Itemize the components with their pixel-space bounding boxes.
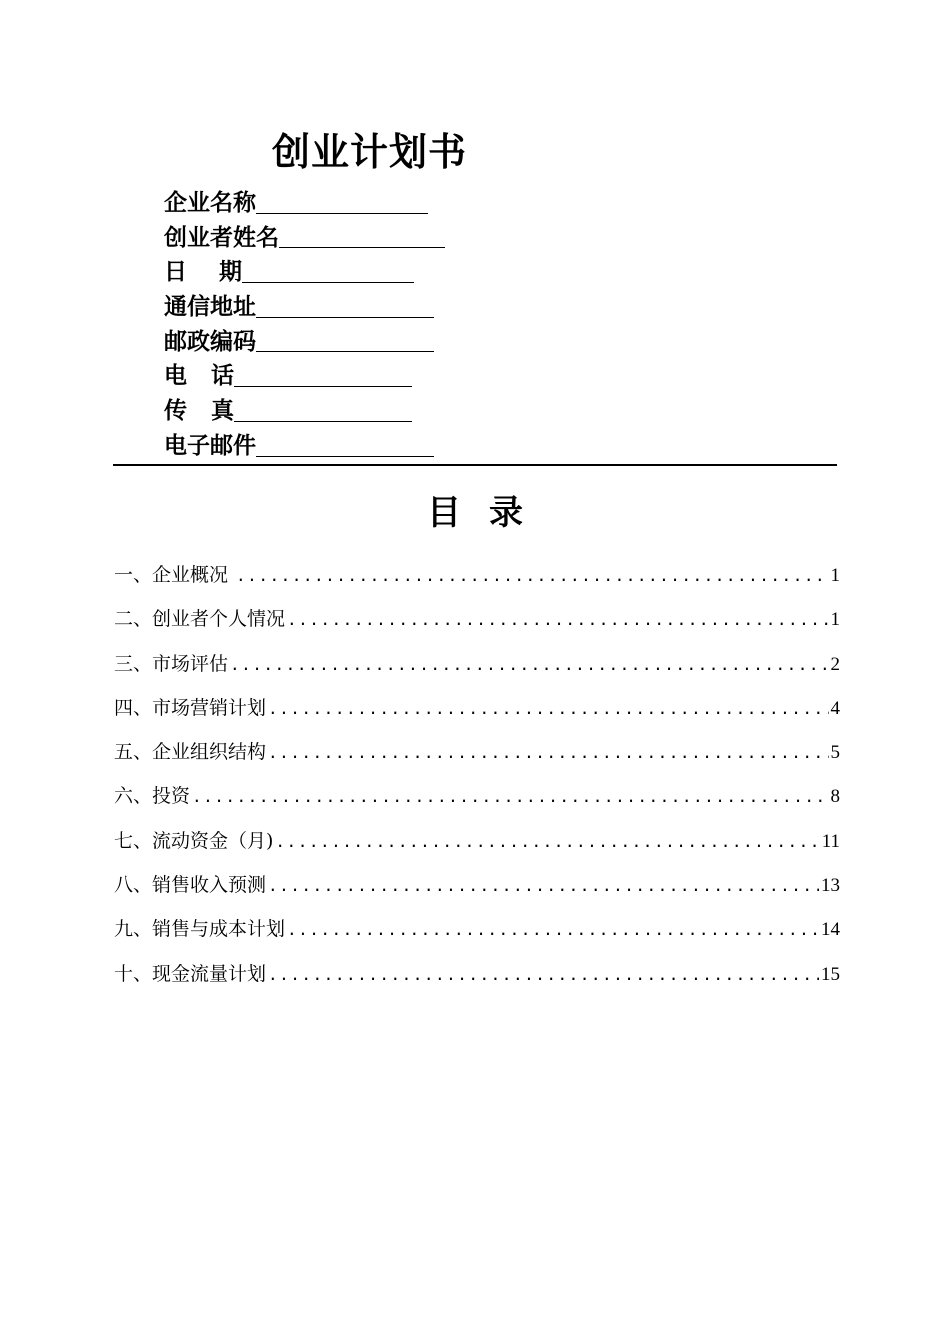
field-address bbox=[164, 290, 445, 325]
toc-entry[interactable] bbox=[114, 819, 840, 863]
blank-line bbox=[256, 432, 434, 457]
toc-page-number: 8 bbox=[830, 786, 840, 808]
toc-entry[interactable] bbox=[114, 686, 840, 730]
field-fax bbox=[164, 394, 445, 429]
field-label: 创业者姓名 bbox=[164, 224, 279, 251]
toc-leader-dots bbox=[230, 643, 828, 687]
blank-line bbox=[256, 327, 434, 352]
toc-page-number: 13 bbox=[821, 875, 840, 897]
toc-page-number: 2 bbox=[830, 653, 840, 675]
toc-entry-text: 六、投资 bbox=[114, 785, 191, 808]
toc-page-number: 15 bbox=[821, 963, 840, 985]
toc-leader-dots bbox=[268, 731, 828, 775]
toc-entry[interactable] bbox=[114, 907, 840, 951]
field-phone bbox=[164, 359, 445, 394]
toc-leader-dots bbox=[275, 820, 819, 864]
blank-line bbox=[234, 397, 412, 422]
toc-leader-dots bbox=[268, 687, 828, 731]
toc-entry-text: 二、创业者个人情况 bbox=[114, 608, 286, 631]
toc-entry-text: 十、现金流量计划 bbox=[114, 962, 267, 985]
separator-line bbox=[113, 464, 837, 466]
field-label: 传 真 bbox=[164, 398, 235, 425]
field-company-name bbox=[164, 186, 445, 221]
table-of-contents bbox=[114, 553, 840, 996]
toc-leader-dots bbox=[287, 598, 828, 642]
toc-leader-dots bbox=[287, 908, 819, 952]
toc-entry-text: 一、企业概况 bbox=[114, 564, 235, 586]
field-label: 邮政编码 bbox=[164, 328, 256, 355]
toc-entry-text: 四、市场营销计划 bbox=[114, 696, 267, 719]
toc-page-number: 1 bbox=[830, 609, 840, 631]
toc-entry-text: 七、流动资金（月) bbox=[114, 829, 274, 852]
field-label: 电子邮件 bbox=[164, 432, 256, 459]
toc-entry[interactable] bbox=[114, 952, 840, 996]
toc-entry-text: 九、销售与成本计划 bbox=[114, 918, 286, 941]
toc-entry[interactable] bbox=[114, 863, 840, 907]
blank-line bbox=[279, 223, 445, 248]
cover-fields bbox=[164, 186, 445, 464]
toc-leader-dots bbox=[236, 554, 828, 598]
toc-page-number: 4 bbox=[830, 697, 840, 719]
toc-page-number: 11 bbox=[821, 830, 840, 852]
field-label: 企业名称 bbox=[164, 190, 256, 216]
toc-entry-text: 五、企业组织结构 bbox=[114, 741, 267, 764]
toc-entry-text: 三、市场评估 bbox=[114, 652, 229, 675]
field-label: 通信地址 bbox=[164, 294, 256, 321]
toc-entry[interactable] bbox=[114, 642, 840, 686]
blank-line bbox=[242, 258, 414, 283]
toc-leader-dots bbox=[192, 775, 828, 819]
toc-entry-text: 八、销售收入预测 bbox=[114, 874, 267, 897]
field-label: 电 话 bbox=[164, 363, 235, 390]
toc-leader-dots bbox=[268, 953, 819, 997]
toc-entry[interactable] bbox=[114, 597, 840, 641]
toc-page-number: 5 bbox=[830, 742, 840, 764]
toc-leader-dots bbox=[268, 864, 819, 908]
blank-line bbox=[256, 293, 434, 318]
toc-title bbox=[0, 488, 950, 538]
toc-entry[interactable] bbox=[114, 553, 840, 597]
blank-line bbox=[234, 362, 412, 387]
field-founder-name bbox=[164, 221, 445, 256]
field-label: 日 期 bbox=[164, 259, 243, 286]
page-title: 创业计划书 bbox=[272, 130, 468, 174]
field-postcode bbox=[164, 325, 445, 360]
field-date bbox=[164, 255, 445, 290]
toc-page-number: 14 bbox=[821, 919, 840, 941]
toc-page-number: 1 bbox=[830, 565, 840, 586]
field-email bbox=[164, 429, 445, 464]
toc-title-text: 目录 bbox=[427, 493, 551, 533]
toc-entry[interactable] bbox=[114, 730, 840, 774]
blank-line bbox=[256, 189, 428, 214]
toc-entry[interactable] bbox=[114, 774, 840, 818]
